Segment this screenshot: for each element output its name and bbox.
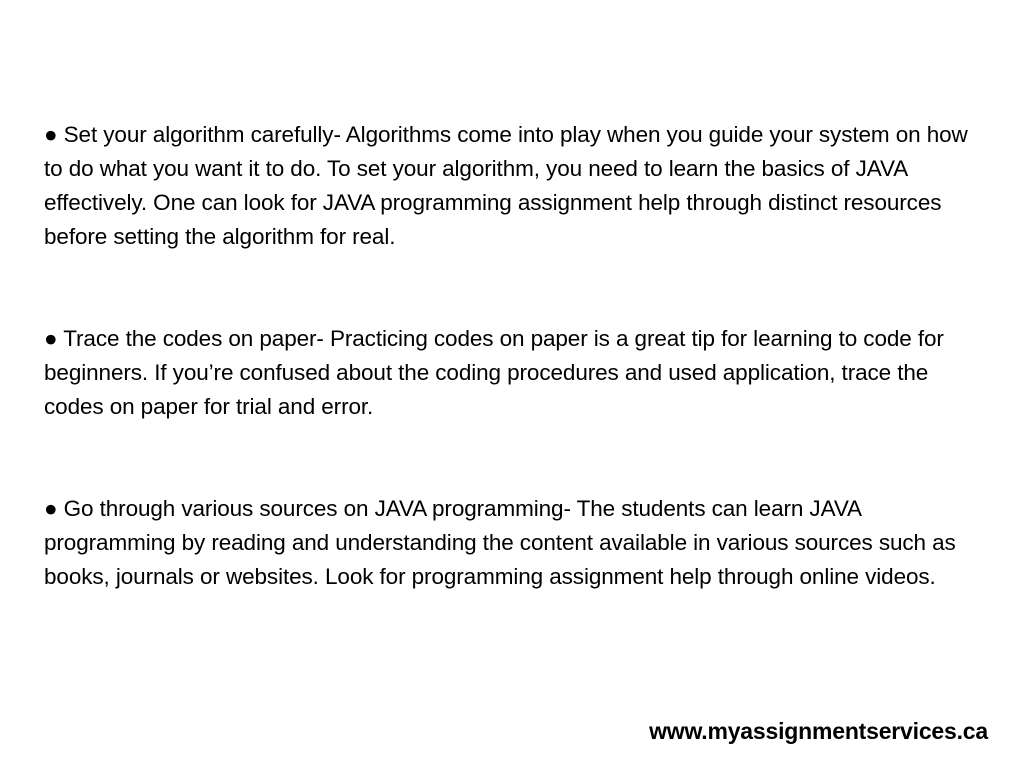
slide-content	[44, 118, 984, 594]
bullet-paragraph-sources: ● Go through various sources on JAVA programming- The students can learn JAVA programming by reading and understanding the content available in various sources such as books, journals or websites. Look for programming assignment help through online videos.	[44, 496, 956, 589]
bullet-paragraph-trace-codes: ● Trace the codes on paper- Practicing codes on paper is a great tip for learning to code for beginners. If you’re confused about the coding procedures and used application, trace the codes on paper for trial and error.	[44, 326, 944, 419]
bullet-paragraph-algorithm: ● Set your algorithm carefully- Algorithms come into play when you guide your system on how to do what you want it to do. To set your algorithm, you need to learn the basics of JAVA effectively. One can look for JAVA programming assignment help through distinct resources before setting the algorithm for real.	[44, 122, 968, 249]
website-url: www.myassignmentservices.ca	[649, 718, 988, 744]
